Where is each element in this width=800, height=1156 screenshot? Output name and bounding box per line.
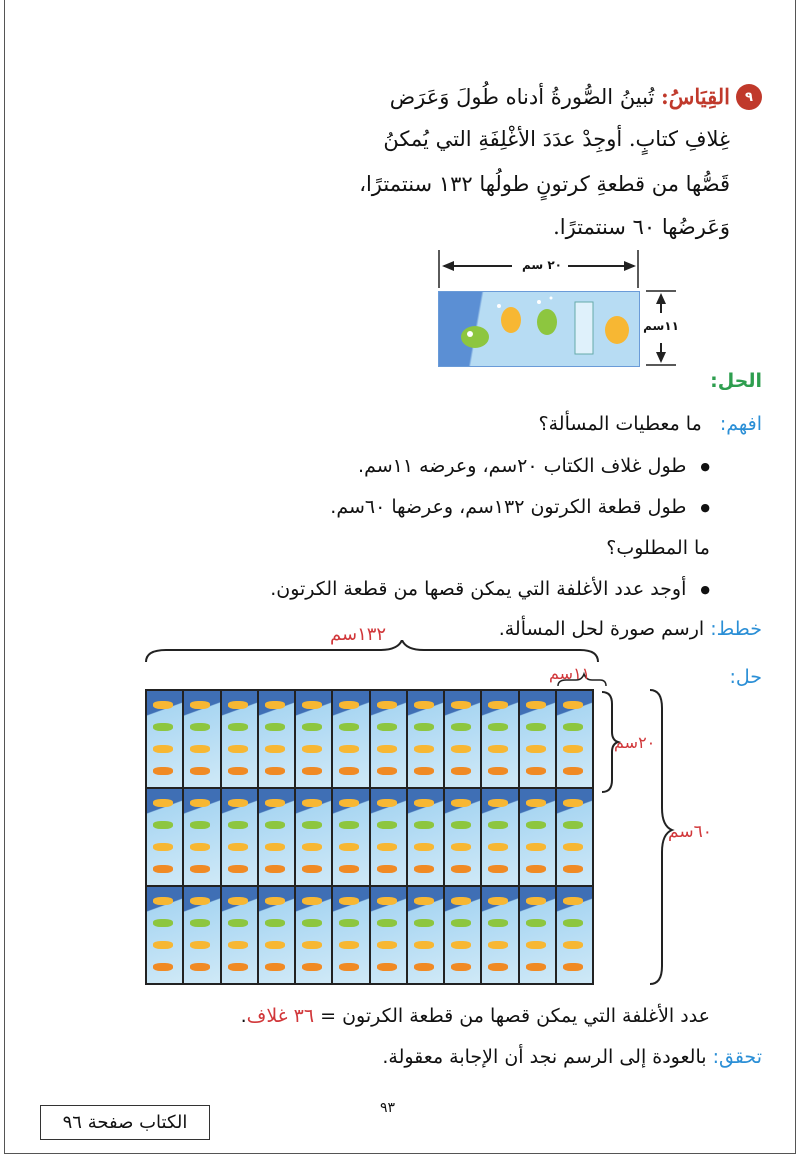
given-item: ● طول غلاف الكتاب ٢٠سم، وعرضه ١١سم. (358, 455, 710, 477)
cover-tile (296, 691, 331, 787)
understand-label: افهم: (719, 413, 762, 435)
understand-row (539, 413, 762, 435)
solve-label: حل: (729, 666, 762, 688)
problem-line-4: وَعَرضُها ٦٠ سنتمترًا. (553, 215, 730, 239)
cover-tile (371, 789, 406, 885)
book-cover-image (438, 291, 640, 367)
cover-tile (482, 691, 517, 787)
plan-row (499, 618, 762, 640)
cover-tile (371, 691, 406, 787)
cover-tile (222, 789, 257, 885)
cover-tile (259, 887, 294, 983)
problem-label: القِيَاسُ: (661, 84, 730, 109)
required-question: ما المطلوب؟ (606, 537, 710, 559)
cover-tile (333, 691, 368, 787)
cover-tile (408, 691, 443, 787)
cover-tile (408, 789, 443, 885)
cover-tile (482, 789, 517, 885)
problem-text-1: تُبينُ الصُّورةُ أدناه طُولَ وَعَرَض (389, 85, 655, 109)
check-row (382, 1046, 762, 1068)
cover-tile (333, 887, 368, 983)
covers-grid (145, 689, 594, 985)
result-suffix: . (240, 1005, 247, 1027)
cover-tile (147, 691, 182, 787)
fish-illustration (439, 292, 639, 366)
cover-tile (259, 789, 294, 885)
cover-tile (333, 789, 368, 885)
cover-tile (184, 691, 219, 787)
cover-tile (184, 789, 219, 885)
cover-tile (557, 887, 592, 983)
understand-question: ما معطيات المسألة؟ (538, 413, 702, 435)
book-reference-box: الكتاب صفحة ٩٦ (40, 1105, 210, 1140)
cover-tile (408, 887, 443, 983)
cover-tile (520, 691, 555, 787)
required-item: ● أوجد عدد الأغلفة التي يمكن قصها من قطعة الكرتون. (270, 578, 710, 600)
cover-tile (445, 691, 480, 787)
result-value: ٣٦ غلاف (246, 1005, 315, 1027)
result-row (241, 1005, 710, 1027)
diagram-total-height-label: ٦٠سم (668, 822, 712, 842)
problem-line-1 (390, 84, 730, 109)
cover-tile (222, 691, 257, 787)
cover-tile (259, 691, 294, 787)
cover-tile (147, 887, 182, 983)
diagram-top-label: ١٣٢سم (330, 624, 387, 645)
cover-tile (557, 691, 592, 787)
problem-line-3: قَصُّها من قطعةِ كرتونٍ طولُها ١٣٢ سنتمترًا، (359, 172, 730, 196)
cover-tile (371, 887, 406, 983)
problem-line-2: غِلافِ كتابٍ. أوجِدْ عدَدَ الأغْلِفَةِ التي يُمكنُ (383, 127, 730, 151)
cover-tile (445, 789, 480, 885)
cover-tile (520, 789, 555, 885)
solution-heading: الحل: (710, 370, 762, 392)
cover-tile (445, 887, 480, 983)
diagram-cell-width-label: ١١سم (549, 664, 591, 683)
page-number: ٩٣ (380, 1100, 396, 1116)
cover-tile (557, 789, 592, 885)
plan-label: خطط: (710, 618, 762, 640)
question-number-badge: ٩ (736, 84, 762, 110)
diagram-row-height-label: ٢٠سم (614, 733, 656, 752)
given-item: ● طول قطعة الكرتون ١٣٢سم، وعرضها ٦٠سم. (330, 496, 710, 518)
result-prefix: عدد الأغلفة التي يمكن قصها من قطعة الكرتون = (314, 1005, 710, 1027)
cover-tile (296, 789, 331, 885)
cover-tile (147, 789, 182, 885)
check-label: تحقق: (712, 1046, 762, 1068)
cover-tile (184, 887, 219, 983)
cover-tile (520, 887, 555, 983)
cover-tile (296, 887, 331, 983)
cover-tile (222, 887, 257, 983)
cover-height-label: ١١سم (643, 319, 679, 333)
cover-tile (482, 887, 517, 983)
cover-width-label: ٢٠ سم (521, 258, 563, 272)
check-text: بالعودة إلى الرسم نجد أن الإجابة معقولة. (382, 1046, 707, 1068)
plan-text: ارسم صورة لحل المسألة. (498, 618, 705, 640)
